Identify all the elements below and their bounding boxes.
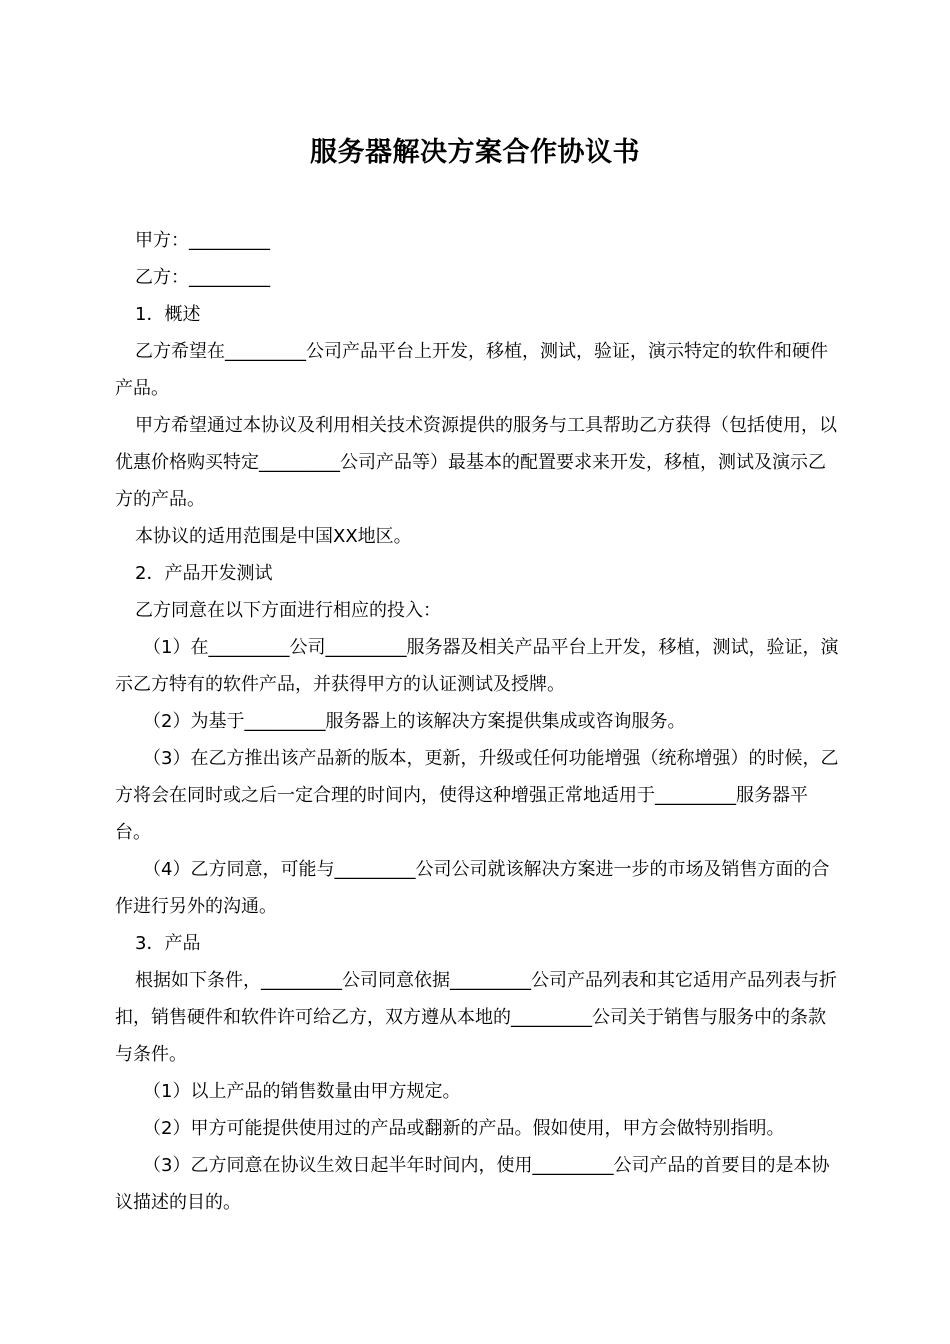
section-heading-overview: 1．概述 [135,304,201,325]
list-item: （2）甲方可能提供使用过的产品或翻新的产品。假如使用，甲方会做特别指明。 [143,1118,785,1139]
list-item: （4）乙方同意，可能与_________公司公司就该解决方案进一步的市场及销售方面的合作进行另外的沟通。 [115,859,830,917]
document-body [115,222,841,1221]
list-item: （3）在乙方推出该产品新的版本，更新，升级或任何功能增强（统称增强）的时候，乙方将会在同时或之后一定合理的时间内，使得这种增强正常地适用于_________服务器平台。 [115,748,839,843]
paragraph: 本协议的适用范围是中国XX地区。 [135,526,412,547]
paragraph: 乙方同意在以下方面进行相应的投入： [135,600,441,621]
party-b-line: 乙方：_________ [135,267,270,288]
list-item: （2）为基于_________服务器上的该解决方案提供集成或咨询服务。 [143,711,686,732]
list-item: （1）以上产品的销售数量由甲方规定。 [143,1081,461,1102]
paragraph: 根据如下条件，_________公司同意依据_________公司产品列表和其它适用产品列表与折扣，销售硬件和软件许可给乙方，双方遵从本地的_________公司关于销售与服务中的条款与条件。 [115,970,837,1065]
paragraph: 甲方希望通过本协议及利用相关技术资源提供的服务与工具帮助乙方获得（包括使用，以优惠价格购买特定_________公司产品等）最基本的配置要求来开发，移植，测试及演示乙方的产品。 [115,415,837,510]
party-a-line: 甲方：_________ [135,230,270,251]
paragraph: 乙方希望在_________公司产品平台上开发，移植，测试，验证，演示特定的软件和硬件产品。 [115,341,828,399]
list-item: （1）在_________公司_________服务器及相关产品平台上开发，移植，测试，验证，演示乙方特有的软件产品，并获得甲方的认证测试及授牌。 [115,637,839,695]
section-heading-development: 2．产品开发测试 [135,563,273,584]
document-title: 服务器解决方案合作协议书 [310,137,640,168]
list-item: （3）乙方同意在协议生效日起半年时间内，使用_________公司产品的首要目的是本协议描述的目的。 [115,1155,830,1213]
section-heading-products: 3．产品 [135,933,201,954]
